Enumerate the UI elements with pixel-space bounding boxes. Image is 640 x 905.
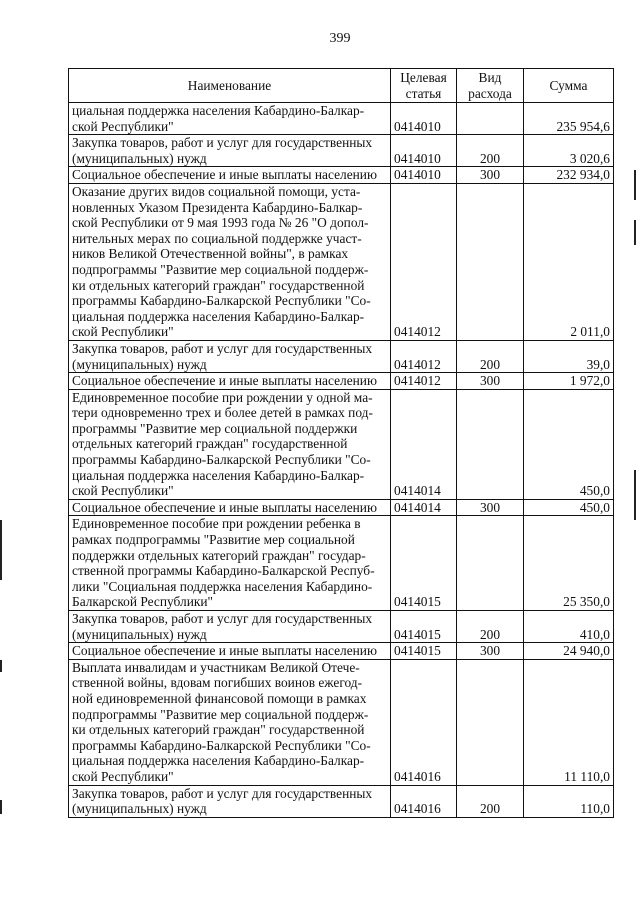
row-target-article: 0414012 [391, 373, 457, 390]
row-name: Социальное обеспечение и иные выплаты населению [69, 643, 391, 660]
row-target-article: 0414010 [391, 167, 457, 184]
table-row [69, 785, 614, 817]
scan-edge-mark [634, 170, 636, 200]
table-header-row [69, 69, 614, 103]
scan-edge-mark [0, 660, 2, 672]
header-name: Наименование [69, 69, 391, 103]
row-sum: 24 940,0 [524, 643, 614, 660]
header-expense-type: Вид расхода [457, 69, 524, 103]
row-name: Единовременное пособие при рождении у одной ма- тери одновременно трех и более детей в рамках под- программы "Развитие мер социальной поддержки отдельных категорий граждан" государственной программы Кабардино-Балкарской Республики "Со- циальная поддержка населения Кабардино-Балкар- ской Республики" [69, 389, 391, 499]
table-row [69, 183, 614, 340]
row-expense-type: 200 [457, 611, 524, 643]
row-expense-type: 200 [457, 135, 524, 167]
row-expense-type [457, 516, 524, 611]
header-target-article: Целевая статья [391, 69, 457, 103]
row-target-article: 0414016 [391, 659, 457, 785]
budget-table [68, 68, 614, 818]
table-row [69, 659, 614, 785]
row-sum: 39,0 [524, 340, 614, 372]
table-row [69, 389, 614, 499]
row-name: Выплата инвалидам и участникам Великой Отече- ственной войны, вдовам погибших воинов ежегод- ной единовременной финансовой помощи в рамках подпрограммы "Развитие мер социальной поддерж- ки отдельных категорий граждан" государственной программы Кабардино-Балкарской Республики "Со- циальная поддержка населения Кабардино-Балкар- ской Республики" [69, 659, 391, 785]
row-name: циальная поддержка населения Кабардино-Балкар- ской Республики" [69, 103, 391, 135]
row-sum: 2 011,0 [524, 183, 614, 340]
row-sum: 450,0 [524, 499, 614, 516]
row-name: Социальное обеспечение и иные выплаты населению [69, 167, 391, 184]
table-row [69, 499, 614, 516]
row-expense-type: 200 [457, 785, 524, 817]
row-target-article: 0414016 [391, 785, 457, 817]
table-row [69, 516, 614, 611]
row-expense-type: 300 [457, 373, 524, 390]
row-target-article: 0414010 [391, 135, 457, 167]
row-sum: 25 350,0 [524, 516, 614, 611]
page-number: 399 [329, 31, 351, 46]
table-row [69, 135, 614, 167]
row-expense-type: 300 [457, 499, 524, 516]
row-expense-type [457, 103, 524, 135]
row-sum: 3 020,6 [524, 135, 614, 167]
row-expense-type: 300 [457, 167, 524, 184]
row-target-article: 0414015 [391, 611, 457, 643]
row-name: Оказание других видов социальной помощи, уста- новленных Указом Президента Кабардино-Балкар- ской Республики от 9 мая 1993 года № 26 "О допол- нительных мерах по социальной поддержке участ- ников Великой Отечественной войны", в рамках подпрограммы "Развитие мер социальной поддерж- ки отдельных категорий граждан" государственной программы Кабардино-Балкарской Республики "Со- циальная поддержка населения Кабардино-Балкар- ской Республики" [69, 183, 391, 340]
scan-edge-mark [634, 220, 636, 245]
row-name: Единовременное пособие при рождении ребенка в рамках подпрограммы "Развитие мер социальной поддержки отдельных категорий граждан" государ- ственной программы Кабардино-Балкарской Респуб- лики "Социальная поддержка населения Кабардино- Балкарской Республики" [69, 516, 391, 611]
row-target-article: 0414012 [391, 340, 457, 372]
row-target-article: 0414012 [391, 183, 457, 340]
table-row [69, 373, 614, 390]
row-target-article: 0414010 [391, 103, 457, 135]
row-sum: 232 934,0 [524, 167, 614, 184]
row-target-article: 0414015 [391, 516, 457, 611]
row-sum: 235 954,6 [524, 103, 614, 135]
scan-edge-mark [0, 520, 2, 580]
row-target-article: 0414014 [391, 389, 457, 499]
row-name: Социальное обеспечение и иные выплаты населению [69, 373, 391, 390]
row-expense-type: 200 [457, 340, 524, 372]
row-sum: 450,0 [524, 389, 614, 499]
row-name: Социальное обеспечение и иные выплаты населению [69, 499, 391, 516]
row-sum: 1 972,0 [524, 373, 614, 390]
row-target-article: 0414015 [391, 643, 457, 660]
table-row [69, 611, 614, 643]
row-expense-type [457, 659, 524, 785]
table-row [69, 103, 614, 135]
scan-edge-mark [0, 800, 2, 814]
row-name: Закупка товаров, работ и услуг для государственных (муниципальных) нужд [69, 785, 391, 817]
row-name: Закупка товаров, работ и услуг для государственных (муниципальных) нужд [69, 135, 391, 167]
scan-edge-mark [634, 470, 636, 520]
row-sum: 110,0 [524, 785, 614, 817]
table-row [69, 340, 614, 372]
row-sum: 11 110,0 [524, 659, 614, 785]
row-expense-type [457, 389, 524, 499]
row-name: Закупка товаров, работ и услуг для государственных (муниципальных) нужд [69, 611, 391, 643]
header-sum: Сумма [524, 69, 614, 103]
table-row [69, 643, 614, 660]
row-target-article: 0414014 [391, 499, 457, 516]
row-name: Закупка товаров, работ и услуг для государственных (муниципальных) нужд [69, 340, 391, 372]
table-row [69, 167, 614, 184]
row-sum: 410,0 [524, 611, 614, 643]
row-expense-type [457, 183, 524, 340]
row-expense-type: 300 [457, 643, 524, 660]
